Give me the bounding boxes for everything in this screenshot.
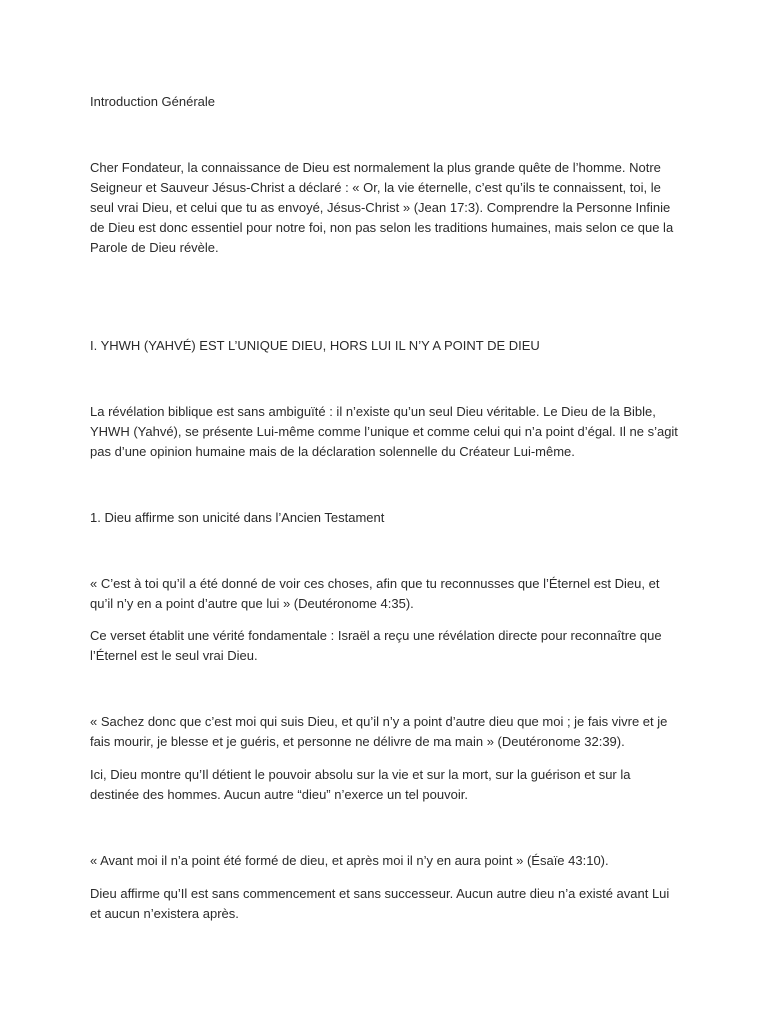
quote-deuteronome-32-39: « Sachez donc que c’est moi qui suis Dieu, et qu’il n’y a point d’autre dieu que moi ; je fais vivre et je fais mourir, je blesse et je guéris, et personne ne délivre de ma main » (Deutéronome 32:39). [90,714,668,749]
section-1-heading: I. YHWH (YAHVÉ) EST L’UNIQUE DIEU, HORS LUI IL N’Y A POINT DE DIEU [90,338,540,353]
subsection-1-heading: 1. Dieu affirme son unicité dans l’Ancien Testament [90,510,385,525]
comment-3: Dieu affirme qu’Il est sans commencement et sans successeur. Aucun autre dieu n’a existé avant Lui et aucun n’existera après. [90,886,670,921]
comment-2: Ici, Dieu montre qu’Il détient le pouvoir absolu sur la vie et sur la mort, sur la guérison et sur la destinée des hommes. Aucun autre “dieu” n’exerce un tel pouvoir. [90,767,631,802]
intro-paragraph: Cher Fondateur, la connaissance de Dieu est normalement la plus grande quête de l’homme. Notre Seigneur et Sauveur Jésus-Christ a déclaré : « Or, la vie éternelle, c’est qu’ils te connaissent, toi, le seul vrai Dieu, et celui que tu as envoyé, Jésus-Christ » (Jean 17:3). Comprendre la Personne Infinie de Dieu est donc essentiel pour notre foi, non pas selon les traditions humaines, mais selon ce que la Parole de Dieu révèle. [90,160,674,255]
intro-title: Introduction Générale [90,94,216,109]
quote-deuteronome-4-35: « C’est à toi qu’il a été donné de voir ces choses, afin que tu reconnusses que l’Éternel est Dieu, et qu’il n’y en a point d’autre que lui » (Deutéronome 4:35). [90,576,660,611]
quote-esaie-43-10: « Avant moi il n’a point été formé de dieu, et après moi il n’y en aura point » (Ésaïe 43:10). [90,853,609,868]
comment-1: Ce verset établit une vérité fondamentale : Israël a reçu une révélation directe pour reconnaître que l’Éternel est le seul vrai Dieu. [90,628,662,663]
section-1-paragraph: La révélation biblique est sans ambiguïté : il n’existe qu’un seul Dieu véritable. Le Dieu de la Bible, YHWH (Yahvé), se présente Lui-même comme l’unique et comme celui qui n’a point d’égal. Il ne s’agit pas d’une opinion humaine mais de la déclaration solennelle du Créateur Lui-même. [90,404,678,459]
